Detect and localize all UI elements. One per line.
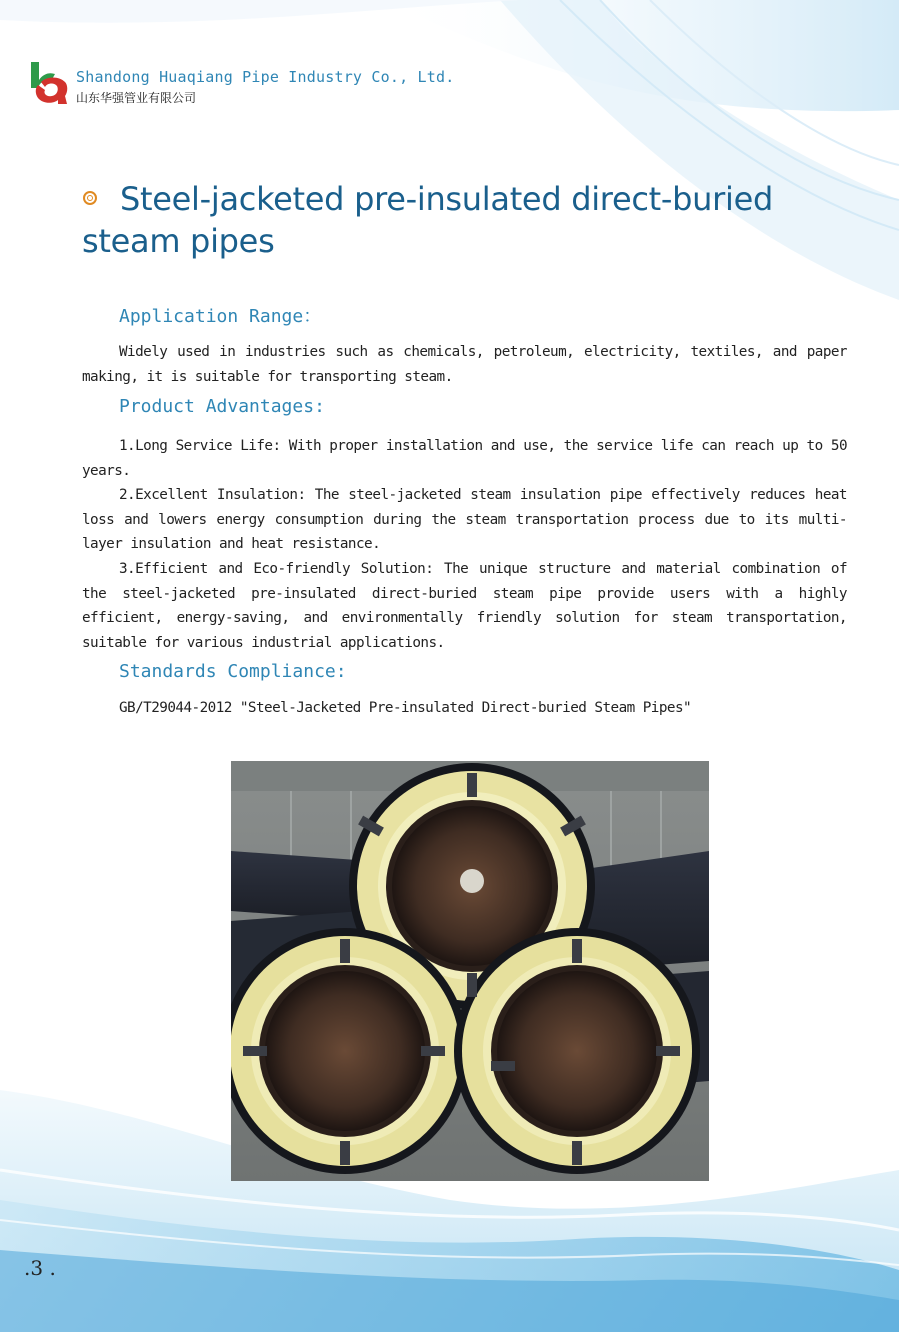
company-name-cn: 山东华强管业有限公司 (76, 91, 197, 105)
page-title: Steel-jacketed pre-insulated direct-buried steam pipes (82, 180, 773, 260)
company-name-en: Shandong Huaqiang Pipe Industry Co., Ltd. (76, 68, 455, 86)
background-wave-top (0, 0, 899, 320)
standards-compliance-text: GB/T29044-2012 "Steel-Jacketed Pre-insulated Direct-buried Steam Pipes" (119, 700, 692, 716)
product-advantages-heading: Product Advantages: (119, 396, 325, 417)
page-number: .3 . (24, 1256, 56, 1280)
advantage-item-3: 3.Efficient and Eco-friendly Solution: The unique structure and material combination of the steel-jacketed pre-insulated direct-buried steam pipe provide users with a highly efficient, energy-saving, and environmentally friendly solution for steam transportation, suitable for various industrial applications. (82, 561, 847, 651)
huaqiang-logo-icon (27, 60, 69, 106)
stacked-insulated-pipes-photo (231, 761, 709, 1181)
advantage-item-1: 1.Long Service Life: With proper installation and use, the service life can reach up to 50 years. (82, 438, 847, 479)
advantage-item-2: 2.Excellent Insulation: The steel-jacketed steam insulation pipe effectively reduces heat loss and lowers energy consumption during the steam transportation process due to its multi-layer insulation and heat resistance. (82, 487, 847, 553)
standards-compliance-heading: Standards Compliance: (119, 661, 347, 682)
application-range-text: Widely used in industries such as chemicals, petroleum, electricity, textiles, and paper making, it is suitable for transporting steam. (82, 344, 847, 385)
application-range-heading: Application Range： (119, 306, 322, 327)
